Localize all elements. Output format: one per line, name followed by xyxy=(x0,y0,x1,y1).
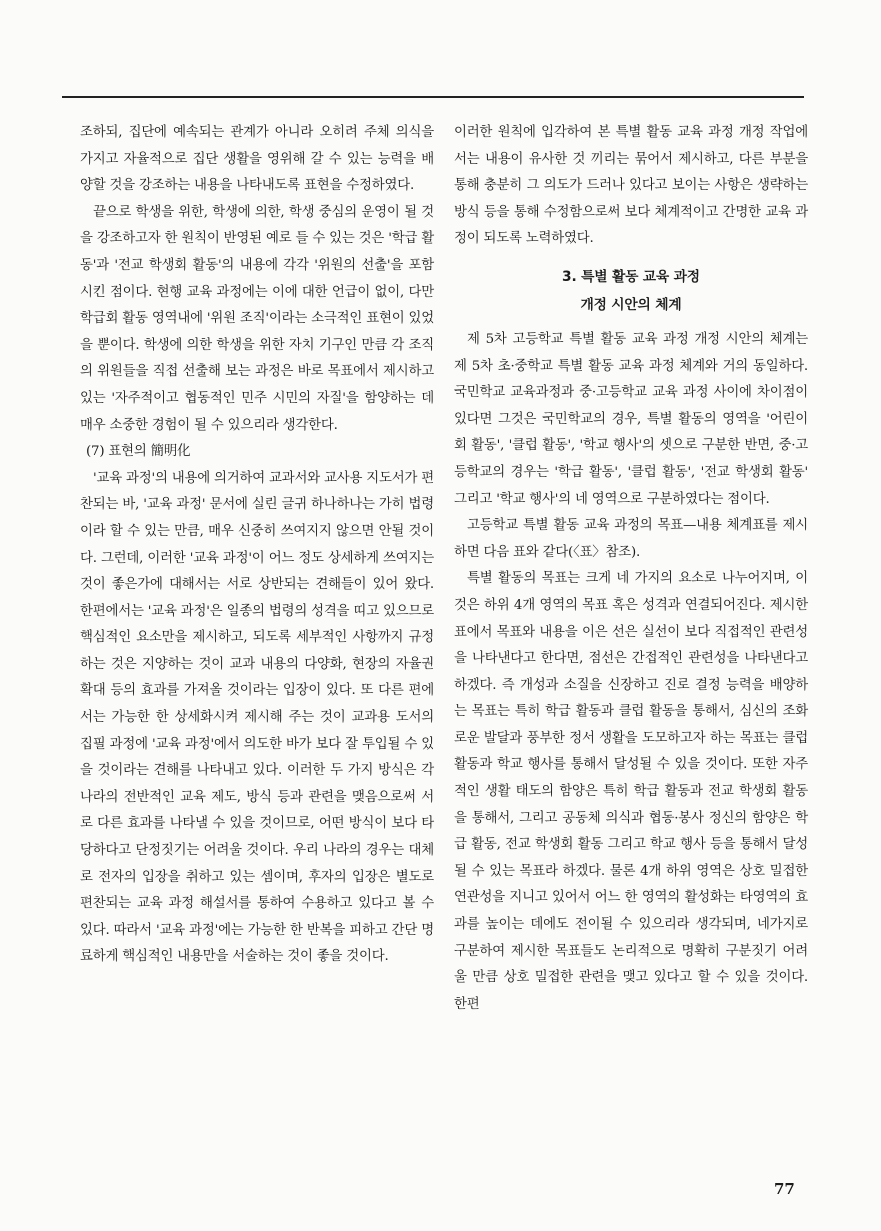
page-number: 77 xyxy=(774,1180,795,1198)
right-column xyxy=(454,120,808,1018)
paragraph: 고등학교 특별 활동 교육 과정의 목표—내용 체계표를 제시하면 다음 표와 같다(〈표〉참조). xyxy=(454,518,808,560)
section-heading xyxy=(454,263,808,319)
paragraph: '교육 과정'의 내용에 의거하여 교과서와 교사용 지도서가 편찬되는 바, '교육 과정' 문서에 실린 글귀 하나하나는 가히 법령이라 할 수 있는 만큼, 매우 신중히 쓰여지지 않으면 안될 것이다. 그런데, 이러한 '교육 과정'이 어느 정도 상세하게 쓰여지는 것이 좋은가에 대해서는 서로 상반되는 견해들이 있어 왔다. 한편에서는 '교육 과정'은 일종의 법령의 성격을 띠고 있으므로 핵심적인 요소만을 제시하고, 되도록 세부적인 사항까지 규정하는 것은 지양하는 것이 교과 내용의 다양화, 현장의 자율권 확대 등의 효과를 가져올 것이라는 입장이 있다. 또 다른 편에서는 가능한 한 상세화시켜 제시해 주는 것이 교과용 도서의 집필 과정에 '교육 과정'에서 의도한 바가 보다 잘 투입될 수 있을 것이라는 견해를 나타내고 있다. 이러한 두 가지 방식은 각 나라의 전반적인 교육 제도, 방식 등과 관련을 맺음으로써 서로 다른 효과를 나타낼 수 있을 것이므로, 어떤 방식이 보다 타당하다고 단정짓기는 어려울 것이다. 우리 나라의 경우는 대체로 전자의 입장을 취하고 있는 셈이며, 후자의 입장은 별도로 편찬되는 교육 과정 해설서를 통하여 수용하고 있다고 볼 수 있다. 따라서 '교육 과정'에는 가능한 한 반복을 피하고 간단 명료하게 핵심적인 내용만을 서술하는 것이 좋을 것이다. xyxy=(80,470,435,965)
left-column xyxy=(80,120,434,971)
section-heading-line: 3. 특별 활동 교육 과정 xyxy=(562,268,700,285)
header-rule xyxy=(62,96,804,98)
sub-heading: (7) 표현의 簡明化 xyxy=(86,444,191,460)
paragraph: 제 5차 고등학교 특별 활동 교육 과정 개정 시안의 체계는 제 5차 초·중학교 특별 활동 교육 과정 체계와 거의 동일하다. 국민학교 교육과정과 중·고등학교 교육 과정 사이에 차이점이 있다면 그것은 국민학교의 경우, 특별 활동의 영역을 '어린이회 활동', '클럽 활동', '학교 행사'의 셋으로 구분한 반면, 중·고등학교의 경우는 '학급 활동', '클럽 활동', '전교 학생회 활동' 그리고 '학교 행사'의 네 영역으로 구분하였다는 점이다. xyxy=(454,331,808,507)
section-heading-line: 개정 시안의 체계 xyxy=(580,296,682,313)
paragraph: 조하되, 집단에 예속되는 관계가 아니라 오히려 주체 의식을 가지고 자율적으로 집단 생활을 영위해 갈 수 있는 능력을 배양할 것을 강조하는 내용을 나타내도록 표현을 수정하였다. xyxy=(80,125,434,194)
paragraph: 특별 활동의 목표는 크게 네 가지의 요소로 나누어지며, 이것은 하위 4개 영역의 목표 혹은 성격과 연결되어진다. 제시한 표에서 목표와 내용을 이은 선은 실선이 보다 직접적인 관련성을 나타낸다고 한다면, 점선은 간접적인 관련성을 나타낸다고 하겠다. 즉 개성과 소질을 신장하고 진로 결정 능력을 배양하는 목표는 특히 학급 활동과 클럽 활동을 통해서, 심신의 조화로운 발달과 풍부한 정서 생활을 도모하고자 하는 목표는 클럽 활동과 학교 행사를 통해서 달성될 수 있을 것이다. 또한 자주적인 생활 태도의 함양은 특히 학급 활동과 전교 학생회 활동을 통해서, 그리고 공동체 의식과 협동·봉사 정신의 함양은 학급 활동, 전교 학생회 활동 그리고 학교 행사 등을 통해서 달성될 수 있는 목표라 하겠다. 물론 4개 하위 영역은 상호 밀접한 연관성을 지니고 있어서 어느 한 영역의 활성화는 타영역의 효과를 높이는 데에도 전이될 수 있으리라 생각되며, 네가지로 구분하여 제시한 목표들도 논리적으로 명확히 구분짓기 어려울 만큼 상호 밀접한 관련을 맺고 있다고 할 수 있을 것이다. 한편 xyxy=(454,571,808,1012)
paragraph: 끝으로 학생을 위한, 학생에 의한, 학생 중심의 운영이 될 것을 강조하고자 한 원칙이 반영된 예로 들 수 있는 것은 '학급 활동'과 '전교 학생회 활동'의 내용에 각각 '위원의 선출'을 포함시킨 점이다. 현행 교육 과정에는 이에 대한 언급이 없이, 다만 학급회 활동 영역내에 '위원 조직'이라는 소극적인 표현이 있었을 뿐이다. 학생에 의한 학생을 위한 자치 기구인 만큼 각 조직의 위원들을 직접 선출해 보는 과정은 바로 목표에서 제시하고 있는 '자주적이고 협동적인 민주 시민의 자질'을 함양하는 데 매우 소중한 경험이 될 수 있으리라 생각한다. xyxy=(80,204,434,433)
paragraph: 이러한 원칙에 입각하여 본 특별 활동 교육 과정 개정 작업에서는 내용이 유사한 것 끼리는 묶어서 제시하고, 다른 부분을 통해 충분히 그 의도가 드러나 있다고 보이는 사항은 생략하는 방식 등을 통해 수정함으로써 보다 체계적이고 간명한 교육 과정이 되도록 노력하였다. xyxy=(454,125,808,247)
